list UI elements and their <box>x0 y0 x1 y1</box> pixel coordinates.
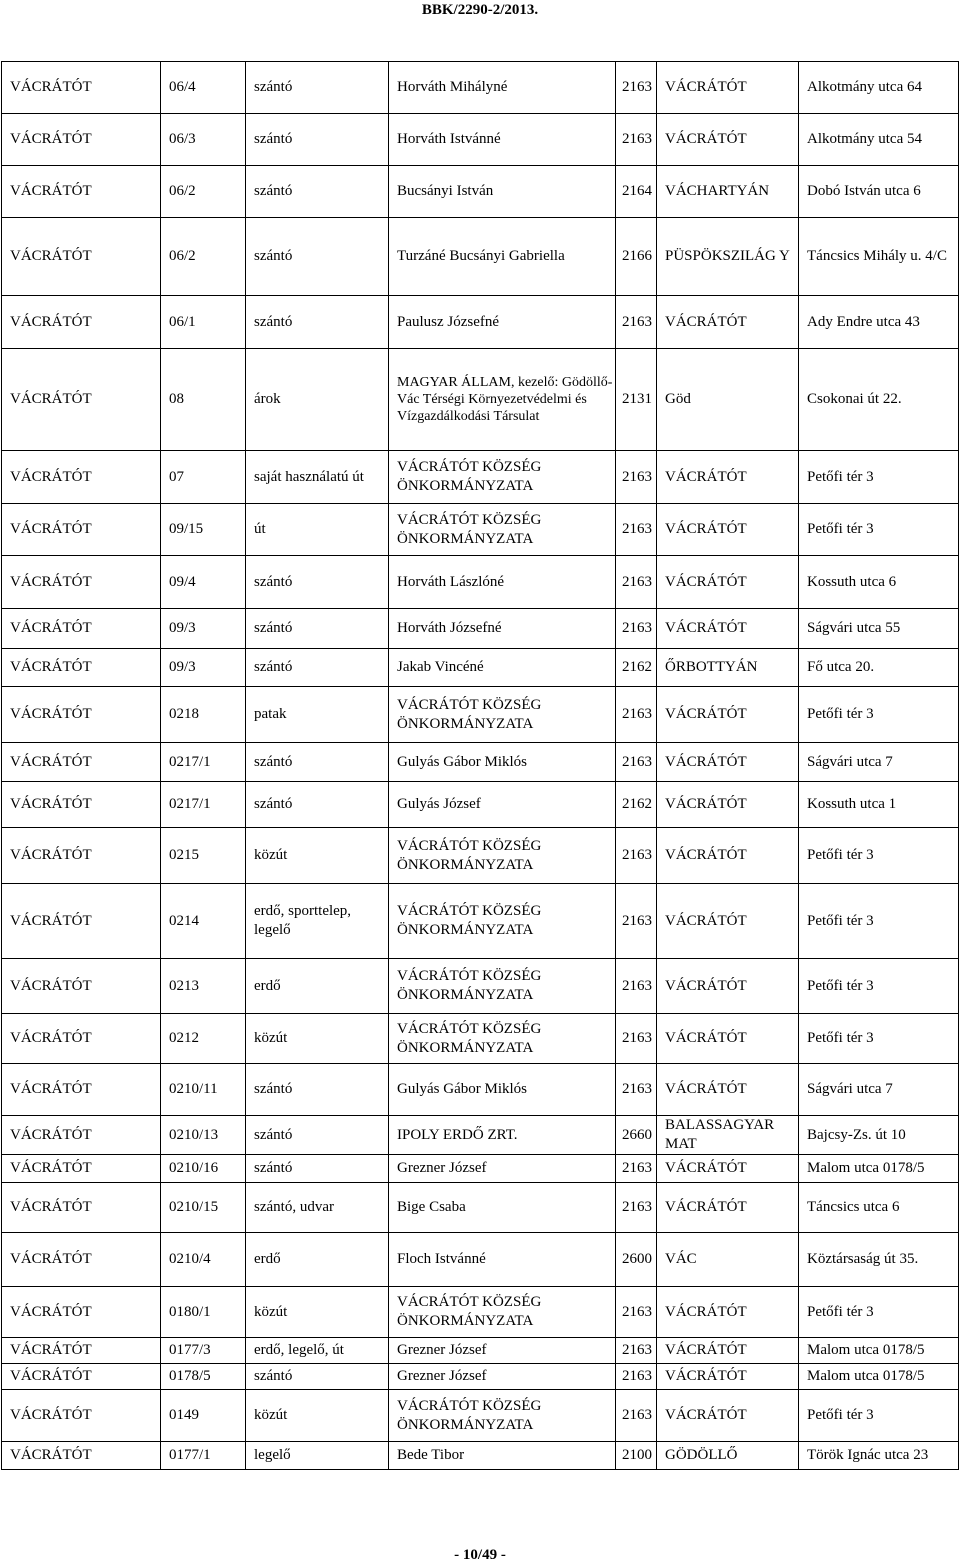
table-row <box>2 1064 959 1116</box>
table-row <box>2 1442 959 1470</box>
document-id-header: BBK/2290-2/2013. <box>421 2 539 18</box>
owner-address-cell: Malom utca 0178/5 <box>799 1338 959 1364</box>
owner-name-cell: Paulusz Józsefné <box>389 296 616 349</box>
parcel-number-cell: 0178/5 <box>161 1364 246 1390</box>
owner-address-cell: Petőfi tér 3 <box>799 451 959 504</box>
owner-city-cell: VÁCRÁTÓT <box>657 1155 799 1183</box>
land-use-cell: erdő <box>246 959 389 1014</box>
land-use-cell: saját használatú út <box>246 451 389 504</box>
table-row <box>2 1390 959 1442</box>
table-row <box>2 1287 959 1338</box>
land-use-cell: közút <box>246 1390 389 1442</box>
parcel-number-cell: 09/15 <box>161 504 246 556</box>
postal-code-cell: 2163 <box>616 1064 657 1116</box>
postal-code-cell: 2163 <box>616 451 657 504</box>
owner-name-cell: Turzáné Bucsányi Gabriella <box>389 218 616 296</box>
parcel-number-cell: 0210/11 <box>161 1064 246 1116</box>
table-row <box>2 1364 959 1390</box>
postal-code-cell: 2163 <box>616 504 657 556</box>
owner-city-cell: VÁCRÁTÓT <box>657 1064 799 1116</box>
postal-code-cell: 2660 <box>616 1116 657 1155</box>
land-use-cell: szántó <box>246 1364 389 1390</box>
settlement-cell: VÁCRÁTÓT <box>2 687 161 743</box>
table-row <box>2 1116 959 1155</box>
postal-code-cell: 2131 <box>616 349 657 451</box>
table-row <box>2 609 959 649</box>
settlement-cell: VÁCRÁTÓT <box>2 1014 161 1064</box>
land-use-cell: út <box>246 504 389 556</box>
owner-city-cell: VÁCRÁTÓT <box>657 884 799 959</box>
parcel-number-cell: 0217/1 <box>161 782 246 828</box>
owner-city-cell: VÁCRÁTÓT <box>657 1338 799 1364</box>
settlement-cell: VÁCRÁTÓT <box>2 782 161 828</box>
parcel-number-cell: 0210/15 <box>161 1183 246 1233</box>
land-use-cell: szántó <box>246 743 389 782</box>
parcel-number-cell: 0177/3 <box>161 1338 246 1364</box>
table-body <box>2 62 959 1470</box>
owner-address-cell: Ságvári utca 7 <box>799 1064 959 1116</box>
parcel-number-cell: 0214 <box>161 884 246 959</box>
settlement-cell: VÁCRÁTÓT <box>2 1233 161 1287</box>
owner-city-cell: PÜSPÖKSZILÁG Y <box>657 218 799 296</box>
owner-city-cell: VÁCRÁTÓT <box>657 1390 799 1442</box>
postal-code-cell: 2163 <box>616 959 657 1014</box>
owner-address-cell: Malom utca 0178/5 <box>799 1364 959 1390</box>
land-use-cell: szántó <box>246 1064 389 1116</box>
owner-city-cell: VÁCRÁTÓT <box>657 828 799 884</box>
owner-name-cell: VÁCRÁTÓT KÖZSÉG ÖNKORMÁNYZATA <box>389 451 616 504</box>
owner-name-cell: Gulyás József <box>389 782 616 828</box>
table-row <box>2 1183 959 1233</box>
owner-city-cell: VÁCRÁTÓT <box>657 62 799 114</box>
owner-address-cell: Petőfi tér 3 <box>799 959 959 1014</box>
settlement-cell: VÁCRÁTÓT <box>2 1155 161 1183</box>
postal-code-cell: 2163 <box>616 687 657 743</box>
table-row <box>2 349 959 451</box>
settlement-cell: VÁCRÁTÓT <box>2 1390 161 1442</box>
postal-code-cell: 2163 <box>616 743 657 782</box>
postal-code-cell: 2163 <box>616 1155 657 1183</box>
table-row <box>2 782 959 828</box>
owner-name-cell: Bige Csaba <box>389 1183 616 1233</box>
settlement-cell: VÁCRÁTÓT <box>2 1287 161 1338</box>
owner-name-cell: Grezner József <box>389 1155 616 1183</box>
owner-name-cell: Gulyás Gábor Miklós <box>389 1064 616 1116</box>
settlement-cell: VÁCRÁTÓT <box>2 62 161 114</box>
owner-address-cell: Csokonai út 22. <box>799 349 959 451</box>
owner-name-cell: Horváth Istvánné <box>389 114 616 166</box>
parcel-number-cell: 0210/4 <box>161 1233 246 1287</box>
settlement-cell: VÁCRÁTÓT <box>2 556 161 609</box>
owner-address-cell: Alkotmány utca 64 <box>799 62 959 114</box>
settlement-cell: VÁCRÁTÓT <box>2 114 161 166</box>
owner-address-cell: Kossuth utca 1 <box>799 782 959 828</box>
settlement-cell: VÁCRÁTÓT <box>2 884 161 959</box>
settlement-cell: VÁCRÁTÓT <box>2 1338 161 1364</box>
owner-city-cell: ŐRBOTTYÁN <box>657 649 799 687</box>
land-use-cell: szántó <box>246 609 389 649</box>
parcel-number-cell: 06/3 <box>161 114 246 166</box>
table-row <box>2 959 959 1014</box>
settlement-cell: VÁCRÁTÓT <box>2 296 161 349</box>
postal-code-cell: 2163 <box>616 884 657 959</box>
land-use-cell: szántó <box>246 556 389 609</box>
owner-address-cell: Köztársaság út 35. <box>799 1233 959 1287</box>
postal-code-cell: 2163 <box>616 1364 657 1390</box>
land-use-cell: szántó, udvar <box>246 1183 389 1233</box>
owner-name-cell: Grezner József <box>389 1364 616 1390</box>
postal-code-cell: 2163 <box>616 1183 657 1233</box>
owner-address-cell: Táncsics utca 6 <box>799 1183 959 1233</box>
land-use-cell: szántó <box>246 1116 389 1155</box>
parcel-number-cell: 0215 <box>161 828 246 884</box>
owner-address-cell: Alkotmány utca 54 <box>799 114 959 166</box>
postal-code-cell: 2163 <box>616 828 657 884</box>
land-use-cell: patak <box>246 687 389 743</box>
land-use-cell: szántó <box>246 62 389 114</box>
land-registry-table <box>1 61 959 1470</box>
settlement-cell: VÁCRÁTÓT <box>2 1116 161 1155</box>
table-row <box>2 687 959 743</box>
table-row <box>2 1155 959 1183</box>
settlement-cell: VÁCRÁTÓT <box>2 1183 161 1233</box>
table-row <box>2 296 959 349</box>
page-number: - 10/49 - <box>454 1547 506 1563</box>
postal-code-cell: 2163 <box>616 609 657 649</box>
owner-city-cell: GÖDÖLLŐ <box>657 1442 799 1470</box>
parcel-number-cell: 0218 <box>161 687 246 743</box>
owner-name-cell: Floch Istvánné <box>389 1233 616 1287</box>
parcel-number-cell: 0149 <box>161 1390 246 1442</box>
land-use-cell: közút <box>246 1014 389 1064</box>
land-use-cell: szántó <box>246 649 389 687</box>
land-use-cell: erdő <box>246 1233 389 1287</box>
owner-city-cell: VÁCRÁTÓT <box>657 1364 799 1390</box>
owner-address-cell: Petőfi tér 3 <box>799 1287 959 1338</box>
owner-name-cell: VÁCRÁTÓT KÖZSÉG ÖNKORMÁNYZATA <box>389 1014 616 1064</box>
land-use-cell: közút <box>246 1287 389 1338</box>
owner-address-cell: Petőfi tér 3 <box>799 504 959 556</box>
owner-address-cell: Ságvári utca 55 <box>799 609 959 649</box>
settlement-cell: VÁCRÁTÓT <box>2 649 161 687</box>
owner-name-cell: Jakab Vincéné <box>389 649 616 687</box>
owner-city-cell: VÁCHARTYÁN <box>657 166 799 218</box>
table-row <box>2 884 959 959</box>
parcel-number-cell: 0177/1 <box>161 1442 246 1470</box>
owner-address-cell: Petőfi tér 3 <box>799 1390 959 1442</box>
owner-name-cell: VÁCRÁTÓT KÖZSÉG ÖNKORMÁNYZATA <box>389 884 616 959</box>
land-use-cell: legelő <box>246 1442 389 1470</box>
settlement-cell: VÁCRÁTÓT <box>2 349 161 451</box>
parcel-number-cell: 0213 <box>161 959 246 1014</box>
settlement-cell: VÁCRÁTÓT <box>2 959 161 1014</box>
owner-city-cell: VÁC <box>657 1233 799 1287</box>
postal-code-cell: 2163 <box>616 296 657 349</box>
settlement-cell: VÁCRÁTÓT <box>2 609 161 649</box>
owner-city-cell: VÁCRÁTÓT <box>657 1014 799 1064</box>
postal-code-cell: 2163 <box>616 1287 657 1338</box>
parcel-number-cell: 06/1 <box>161 296 246 349</box>
owner-address-cell: Török Ignác utca 23 <box>799 1442 959 1470</box>
table-row <box>2 504 959 556</box>
owner-name-cell: VÁCRÁTÓT KÖZSÉG ÖNKORMÁNYZATA <box>389 1287 616 1338</box>
owner-address-cell: Táncsics Mihály u. 4/C <box>799 218 959 296</box>
parcel-number-cell: 08 <box>161 349 246 451</box>
owner-city-cell: VÁCRÁTÓT <box>657 959 799 1014</box>
parcel-number-cell: 06/2 <box>161 218 246 296</box>
settlement-cell: VÁCRÁTÓT <box>2 218 161 296</box>
owner-city-cell: VÁCRÁTÓT <box>657 556 799 609</box>
owner-address-cell: Fő utca 20. <box>799 649 959 687</box>
postal-code-cell: 2164 <box>616 166 657 218</box>
table-row <box>2 166 959 218</box>
owner-city-cell: VÁCRÁTÓT <box>657 1287 799 1338</box>
owner-address-cell: Kossuth utca 6 <box>799 556 959 609</box>
owner-name-cell: VÁCRÁTÓT KÖZSÉG ÖNKORMÁNYZATA <box>389 504 616 556</box>
table-row <box>2 62 959 114</box>
owner-address-cell: Petőfi tér 3 <box>799 884 959 959</box>
owner-name-cell: Horváth Józsefné <box>389 609 616 649</box>
owner-name-cell: Bede Tibor <box>389 1442 616 1470</box>
settlement-cell: VÁCRÁTÓT <box>2 1364 161 1390</box>
owner-city-cell: VÁCRÁTÓT <box>657 609 799 649</box>
table-row <box>2 1338 959 1364</box>
owner-address-cell: Petőfi tér 3 <box>799 687 959 743</box>
parcel-number-cell: 09/3 <box>161 609 246 649</box>
settlement-cell: VÁCRÁTÓT <box>2 743 161 782</box>
land-use-cell: szántó <box>246 114 389 166</box>
owner-name-cell: VÁCRÁTÓT KÖZSÉG ÖNKORMÁNYZATA <box>389 1390 616 1442</box>
owner-city-cell: VÁCRÁTÓT <box>657 743 799 782</box>
owner-name-cell: Horváth Lászlóné <box>389 556 616 609</box>
settlement-cell: VÁCRÁTÓT <box>2 1064 161 1116</box>
land-use-cell: szántó <box>246 296 389 349</box>
owner-address-cell: Ságvári utca 7 <box>799 743 959 782</box>
parcel-number-cell: 0210/16 <box>161 1155 246 1183</box>
land-use-cell: erdő, sporttelep, legelő <box>246 884 389 959</box>
owner-address-cell: Malom utca 0178/5 <box>799 1155 959 1183</box>
postal-code-cell: 2163 <box>616 62 657 114</box>
owner-city-cell: VÁCRÁTÓT <box>657 687 799 743</box>
land-use-cell: szántó <box>246 1155 389 1183</box>
parcel-number-cell: 07 <box>161 451 246 504</box>
table-row <box>2 828 959 884</box>
land-use-cell: szántó <box>246 166 389 218</box>
owner-city-cell: VÁCRÁTÓT <box>657 451 799 504</box>
owner-city-cell: Göd <box>657 349 799 451</box>
postal-code-cell: 2163 <box>616 1390 657 1442</box>
parcel-number-cell: 09/3 <box>161 649 246 687</box>
postal-code-cell: 2166 <box>616 218 657 296</box>
owner-city-cell: VÁCRÁTÓT <box>657 296 799 349</box>
parcel-number-cell: 06/4 <box>161 62 246 114</box>
postal-code-cell: 2600 <box>616 1233 657 1287</box>
owner-address-cell: Dobó István utca 6 <box>799 166 959 218</box>
owner-city-cell: VÁCRÁTÓT <box>657 782 799 828</box>
owner-name-cell: VÁCRÁTÓT KÖZSÉG ÖNKORMÁNYZATA <box>389 828 616 884</box>
postal-code-cell: 2162 <box>616 649 657 687</box>
postal-code-cell: 2163 <box>616 1014 657 1064</box>
parcel-number-cell: 0210/13 <box>161 1116 246 1155</box>
owner-name-cell: Grezner József <box>389 1338 616 1364</box>
owner-address-cell: Ady Endre utca 43 <box>799 296 959 349</box>
owner-name-cell: VÁCRÁTÓT KÖZSÉG ÖNKORMÁNYZATA <box>389 959 616 1014</box>
owner-address-cell: Petőfi tér 3 <box>799 828 959 884</box>
owner-city-cell: VÁCRÁTÓT <box>657 1183 799 1233</box>
postal-code-cell: 2163 <box>616 556 657 609</box>
table-row <box>2 743 959 782</box>
postal-code-cell: 2100 <box>616 1442 657 1470</box>
table-row <box>2 556 959 609</box>
land-use-cell: erdő, legelő, út <box>246 1338 389 1364</box>
owner-address-cell: Bajcsy-Zs. út 10 <box>799 1116 959 1155</box>
owner-city-cell: BALASSAGYAR MAT <box>657 1116 799 1155</box>
table-row <box>2 1233 959 1287</box>
table-row <box>2 649 959 687</box>
parcel-number-cell: 09/4 <box>161 556 246 609</box>
owner-name-cell: MAGYAR ÁLLAM, kezelő: Gödöllő-Vác Térségi Környezetvédelmi és Vízgazdálkodási Társulat <box>389 349 616 451</box>
parcel-number-cell: 0212 <box>161 1014 246 1064</box>
owner-name-cell: Gulyás Gábor Miklós <box>389 743 616 782</box>
parcel-number-cell: 0180/1 <box>161 1287 246 1338</box>
land-use-cell: árok <box>246 349 389 451</box>
land-use-cell: közút <box>246 828 389 884</box>
postal-code-cell: 2163 <box>616 114 657 166</box>
settlement-cell: VÁCRÁTÓT <box>2 828 161 884</box>
owner-name-cell: Horváth Mihályné <box>389 62 616 114</box>
table-row <box>2 218 959 296</box>
settlement-cell: VÁCRÁTÓT <box>2 504 161 556</box>
land-use-cell: szántó <box>246 782 389 828</box>
table-row <box>2 451 959 504</box>
owner-name-cell: VÁCRÁTÓT KÖZSÉG ÖNKORMÁNYZATA <box>389 687 616 743</box>
table-row <box>2 114 959 166</box>
postal-code-cell: 2162 <box>616 782 657 828</box>
settlement-cell: VÁCRÁTÓT <box>2 1442 161 1470</box>
table-row <box>2 1014 959 1064</box>
owner-name-cell: IPOLY ERDŐ ZRT. <box>389 1116 616 1155</box>
owner-city-cell: VÁCRÁTÓT <box>657 504 799 556</box>
owner-address-cell: Petőfi tér 3 <box>799 1014 959 1064</box>
parcel-number-cell: 06/2 <box>161 166 246 218</box>
parcel-number-cell: 0217/1 <box>161 743 246 782</box>
postal-code-cell: 2163 <box>616 1338 657 1364</box>
owner-city-cell: VÁCRÁTÓT <box>657 114 799 166</box>
settlement-cell: VÁCRÁTÓT <box>2 451 161 504</box>
owner-name-cell: Bucsányi István <box>389 166 616 218</box>
land-use-cell: szántó <box>246 218 389 296</box>
settlement-cell: VÁCRÁTÓT <box>2 166 161 218</box>
